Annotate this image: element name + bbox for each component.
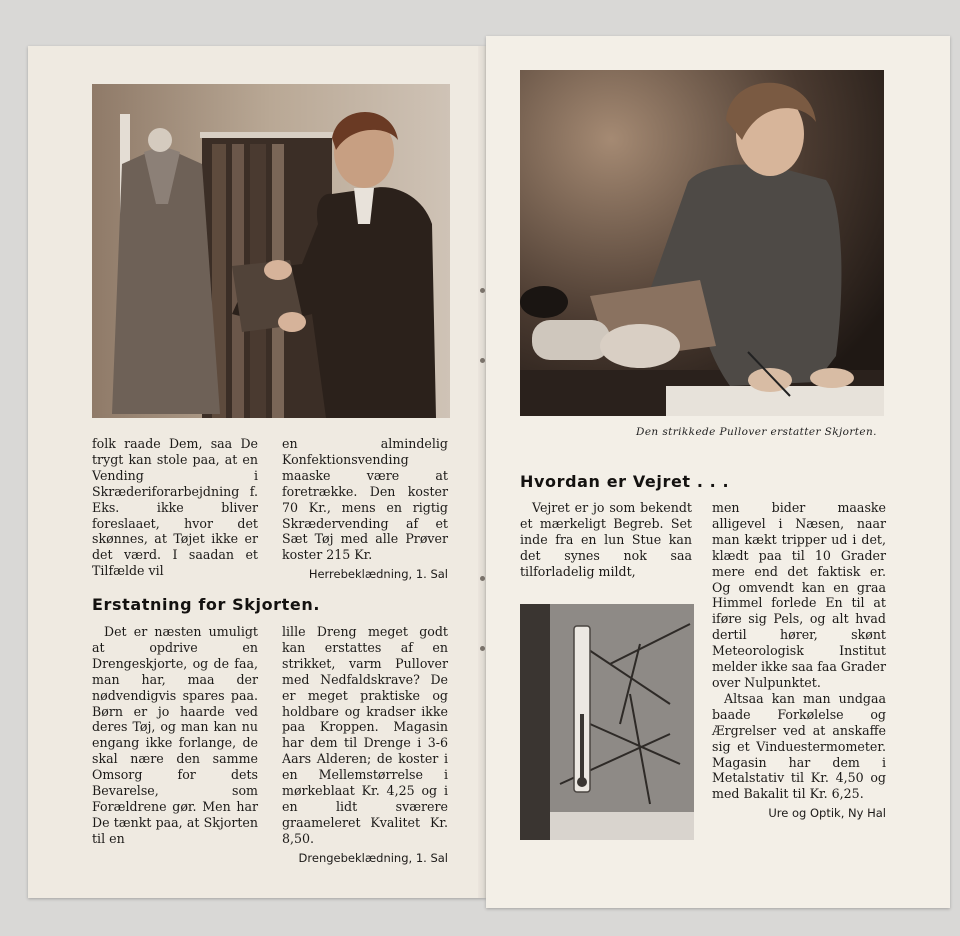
- weather-column-1: [520, 500, 692, 580]
- weather-paragraph-3: Altsaa kan man undgaa baade Forkølelse og Ærgrelser ved at anskaffe sig et Vinduestermometer. Magasin har dem i Metalstativ til Kr. 4,50 og med Bakalit til Kr. 6,25.: [712, 690, 886, 802]
- staple-hole: [480, 646, 485, 651]
- article-signature: Drengebeklædning, 1. Sal: [298, 850, 448, 865]
- weather-signature: Ure og Optik, Ny Hal: [768, 806, 886, 821]
- staple-hole: [480, 358, 485, 363]
- photo-caption: Den strikkede Pullover erstatter Skjorten.: [636, 426, 877, 438]
- magazine-spread: [28, 36, 950, 908]
- intro-paragraph-2: en almindelig Konfektionsvending maaske være at foretrække. Den koster 70 Kr., mens en rigtig Skrædervending af et Sæt Tøj med alle Prøver koster 215 Kr.: [282, 436, 448, 563]
- article-heading-shirt: Erstatning for Skjorten.: [92, 595, 321, 614]
- weather-paragraph-2: men bider maaske alligevel i Næsen, naar man kækt tripper ud i det, klædt paa til 10 Grader mere end det faktisk er. Og omvendt kan en graa Himmel forlede En til at iføre sig Pels, og alt hvad dertil hører, skønt Meteorologisk Institut melder ikke saa faa Grader over Nulpunktet.: [712, 500, 886, 690]
- weather-column-2: [712, 500, 886, 822]
- article-heading-weather: Hvordan er Vejret . . .: [520, 472, 730, 491]
- photo-window-thermometer: [520, 604, 694, 840]
- photo-man-with-suits: [92, 84, 450, 418]
- weather-paragraph-1: Vejret er jo som bekendt et mærkeligt Begreb. Set inde fra en lun Stue kan det synes nok saa tilforladelig mildt,: [520, 500, 692, 579]
- intro-signature: Herrebeklædning, 1. Sal: [308, 567, 448, 582]
- staple-hole: [480, 576, 485, 581]
- intro-paragraph-1: folk raade Dem, saa De trygt kan stole paa, at en Vending i Skræderiforarbejdning f. Eks. ikke bliver foreslaaet, hvor det skønnes, at Tøjet ikke er det værd. I saadan et Tilfælde vil: [92, 436, 258, 579]
- intro-column-1: [92, 436, 258, 579]
- left-page: [28, 46, 486, 898]
- article-paragraph-1: Det er næsten umuligt at opdrive en Drengeskjorte, og de faa, man har, maa der nødvendigvis spares paa. Børn er jo haarde ved deres Tøj, og man kan nu engang ikke forlange, de skal nære den samme Omsorg for dets Bevarelse, som Forældrene gør. Men har De tænkt paa, at Skjorten til en: [92, 624, 258, 846]
- article-column-1: [92, 624, 258, 847]
- photo-boy-drawing: [520, 70, 884, 416]
- staple-hole: [480, 288, 485, 293]
- article-column-2: [282, 624, 448, 867]
- article-paragraph-2: lille Dreng meget godt kan erstattes af en strikket, varm Pullover med Nedfaldskrave? De er meget praktiske og holdbare og kradser ikke paa Kroppen. Magasin har dem til Drenge i 3-6 Aars Alderen; de koster i en Mellemstørrelse i mørkeblaat Kr. 4,25 og i en lidt sværere graameleret Kvalitet Kr. 8,50.: [282, 624, 448, 846]
- right-page: [486, 36, 950, 908]
- intro-column-2: [282, 436, 448, 583]
